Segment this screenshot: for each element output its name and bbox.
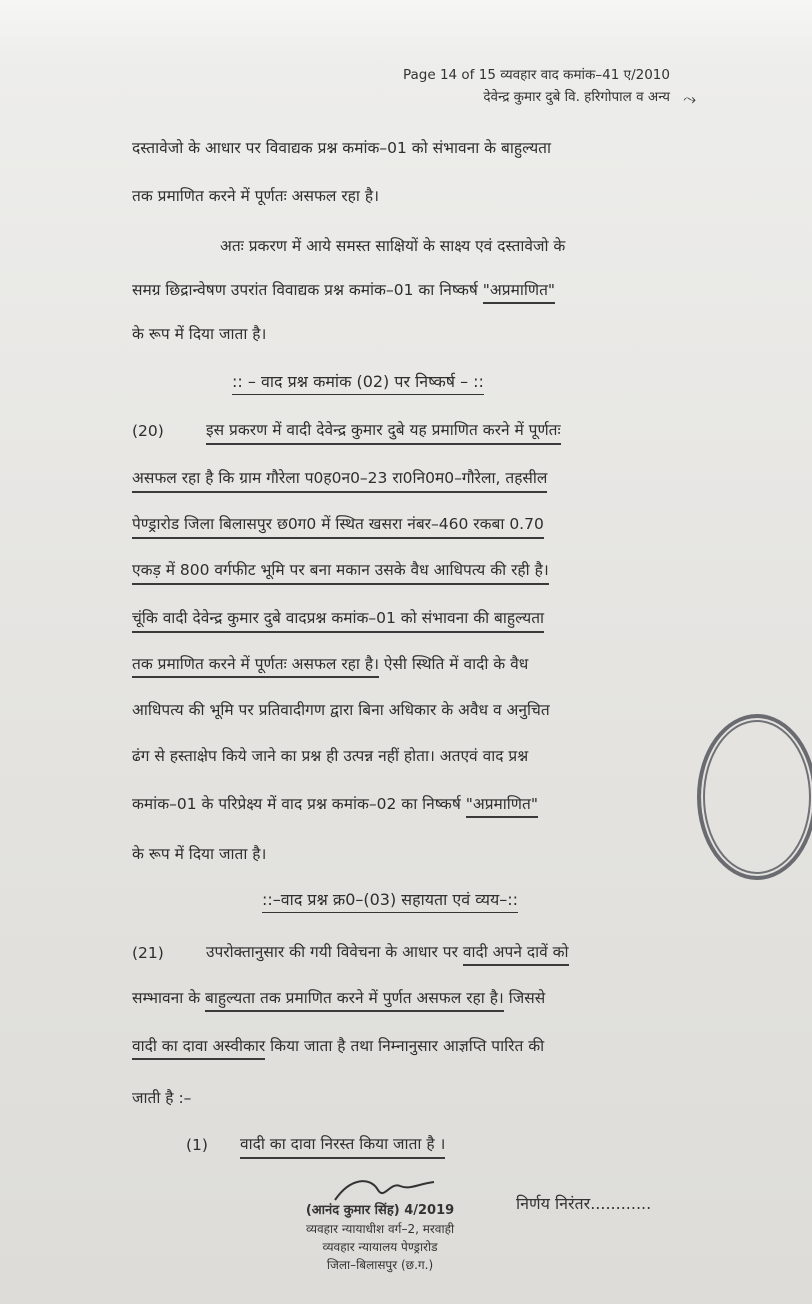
para21-line3-rest: किया जाता है तथा निम्नानुसार आज्ञप्ति पारित की <box>265 1037 545 1055</box>
finding-unproven-2: "अप्रमाणित" <box>466 795 538 818</box>
para21-line3-underlined: वादी का दावा अस्वीकार <box>132 1037 265 1060</box>
para20-number: (20) <box>132 422 164 440</box>
para20-line10: के रूप में दिया जाता है। <box>132 845 267 863</box>
signature-block <box>280 1172 480 1274</box>
para20-line5: चूंकि वादी देवेन्द्र कुमार दुबे वादप्रश्न कमांक–01 को संभावना की बाहुल्यता <box>132 606 544 633</box>
handwritten-mark: ⤳ <box>683 89 696 108</box>
court-district: जिला–बिलासपुर (छ.ग.) <box>326 1258 434 1272</box>
header-case-number: Page 14 of 15 व्यवहार वाद कमांक–41 ए/2010 <box>402 67 670 83</box>
para21-line2 <box>132 986 545 1008</box>
para21-line2-text: सम्भावना के <box>132 989 206 1007</box>
para20-line7: आधिपत्य की भूमि पर प्रतिवादीगण द्वारा बिना अधिकार के अवैध व अनुचित <box>132 701 550 719</box>
decree-item1-number: (1) <box>186 1136 208 1154</box>
para21-line2-rest: जिससे <box>503 989 546 1007</box>
para20-line3: पेण्ड्रारोड जिला बिलासपुर छ0ग0 में स्थित खसरा नंबर–460 रकबा 0.70 <box>132 512 544 539</box>
para21-line2-underlined: बाहुल्यता तक प्रमाणित करने में पुर्णत असफल रहा है। <box>205 989 504 1012</box>
para20-line2: असफल रहा है कि ग्राम गौरेला प0ह0न0–23 रा0नि0म0–गौरेला, तहसील <box>132 466 547 493</box>
para20-line9-text: कमांक–01 के परिप्रेक्ष्य में वाद प्रश्न कमांक–02 का निष्कर्ष <box>132 795 466 813</box>
para-issue1-line3: अतः प्रकरण में आये समस्त साक्षियों के साक्ष्य एवं दस्तावेजो के <box>220 237 566 255</box>
court-seal-stamp <box>697 714 812 880</box>
decree-item1-text: वादी का दावा निरस्त किया जाता है । <box>240 1132 445 1159</box>
para20-line9 <box>132 792 538 814</box>
para21-line1-text: उपरोक्तानुसार की गयी विवेचना के आधार पर <box>206 943 463 961</box>
para21-number: (21) <box>132 944 164 962</box>
heading-issue-03: ::–वाद प्रश्न क्र0–(03) सहायता एवं व्यय–:: <box>262 888 518 913</box>
para-issue1-line2: तक प्रमाणित करने में पूर्णतः असफल रहा है। <box>132 187 379 205</box>
header-parties: देवेन्द्र कुमार दुबे वि. हरिगोपाल व अन्य <box>483 89 670 105</box>
para20-line4: एकड़ में 800 वर्गफीट भूमि पर बना मकान उसके वैध आधिपत्य की रही है। <box>132 558 549 585</box>
para21-line3 <box>132 1034 544 1056</box>
court-name: व्यवहार न्यायालय पेण्ड्रारोड <box>322 1240 438 1254</box>
para20-line1: इस प्रकरण में वादी देवेन्द्र कुमार दुबे यह प्रमाणित करने में पूर्णतः <box>206 418 561 445</box>
para20-line8: ढंग से हस्ताक्षेप किये जाने का प्रश्न ही उत्पन्न नहीं होता। अतएवं वाद प्रश्न <box>132 747 529 765</box>
heading-issue-02: :: – वाद प्रश्न कमांक (02) पर निष्कर्ष – :: <box>232 370 484 395</box>
page-fold-shade <box>0 0 812 60</box>
judge-name: (आनंद कुमार सिंह) 4/2019 <box>305 1203 455 1218</box>
para-issue1-line1: दस्तावेजो के आधार पर विवाद्यक प्रश्न कमांक–01 को संभावना के बाहुल्यता <box>132 139 552 157</box>
para20-line6-underlined: तक प्रमाणित करने में पूर्णतः असफल रहा है। <box>132 655 379 678</box>
para-issue1-line5: के रूप में दिया जाता है। <box>132 325 267 343</box>
finding-unproven-1: "अप्रमाणित" <box>483 281 555 304</box>
para-issue1-line4-text: समग्र छिद्रान्वेषण उपरांत विवाद्यक प्रश्न कमांक–01 का निष्कर्ष <box>132 281 483 299</box>
para21-line1 <box>206 940 569 962</box>
judgment-continued: निर्णय निरंतर............ <box>516 1194 652 1213</box>
para20-line6 <box>132 652 528 674</box>
para20-line6-rest: ऐसी स्थिति में वादी के वैध <box>378 655 529 673</box>
para-issue1-line4 <box>132 278 555 300</box>
judge-designation: व्यवहार न्यायाधीश वर्ग–2, मरवाही <box>305 1222 455 1236</box>
para21-line1-underlined: वादी अपने दावें को <box>463 943 569 966</box>
page-header <box>402 64 696 108</box>
para21-line4: जाती है :– <box>132 1089 192 1107</box>
